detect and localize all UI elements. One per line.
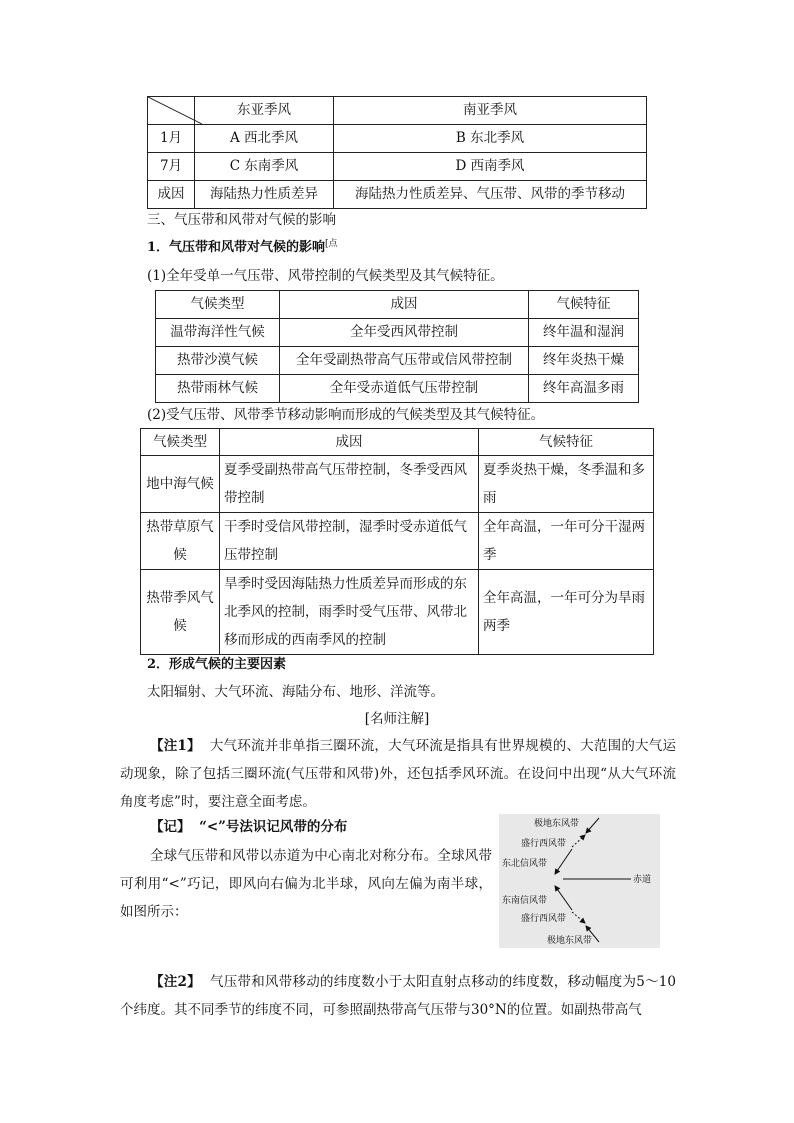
table-cell: 海陆热力性质差异、气压带、风带的季节移动 <box>334 181 647 209</box>
monsoon-table <box>147 96 647 209</box>
memo-title-line <box>150 815 347 835</box>
diagram-label: 东北信风带 <box>502 859 548 869</box>
equator-label: 赤道 <box>633 875 652 885</box>
table-cell: 全年高温，一年可分干湿两季 <box>479 513 654 570</box>
table-cell: 海陆热力性质差异 <box>195 181 334 209</box>
climate-table-seasonal <box>140 428 654 655</box>
table-row <box>141 513 654 570</box>
table-header-cell: 气候特征 <box>529 291 639 319</box>
table-cell: 旱季时受因海陆热力性质差异而形成的东北季风的控制，雨季时受气压带、风带北移而形成的西南季风的控制 <box>220 570 479 655</box>
table-cell: A 西北季风 <box>195 125 334 153</box>
table-cell: 终年高温多雨 <box>529 375 639 403</box>
table-cell: 热带雨林气候 <box>156 375 280 403</box>
note-tag: 【注1】 <box>150 738 201 754</box>
diagram-label: 极地东风带 <box>534 819 580 829</box>
climate-table-single <box>155 290 639 403</box>
table-cell: 地中海气候 <box>141 456 220 513</box>
table-cell: 干季时受信风带控制，湿季时受赤道低气压带控制 <box>220 513 479 570</box>
factors-text: 太阳辐射、大气环流、海陆分布、地形、洋流等。 <box>147 684 444 700</box>
westerlies-arrow-south <box>572 912 585 923</box>
table-cell: B 东北季风 <box>334 125 647 153</box>
diagram-label: 盛行西风带 <box>521 914 567 924</box>
table-row <box>156 319 639 347</box>
note-tag: 【注2】 <box>150 974 201 990</box>
table-header-cell: 气候特征 <box>479 429 654 456</box>
table-header-cell: 南亚季风 <box>334 97 647 125</box>
note-2 <box>120 968 676 1024</box>
subsection-title: 2．形成气候的主要因素 <box>147 657 287 672</box>
subsection-title-text: 1．气压带和风带对气候的影响 <box>147 240 326 255</box>
note-text: 大气环流并非单指三圈环流，大气环流是指具有世界规模的、大范围的大气运动现象，除了包括三圈环流(气压带和风带)外，还包括季风环流。在设问中出现“从大气环流角度考虑”时，要注意全面考虑。 <box>120 738 676 810</box>
table-row <box>141 570 654 655</box>
question-text: (2)受气压带、风带季节移动影响而形成的气候类型及其气候特征。 <box>147 407 545 423</box>
table-cell: 热带沙漠气候 <box>156 347 280 375</box>
table-cell: 热带草原气候 <box>141 513 220 570</box>
table-header-cell: 气候类型 <box>141 429 220 456</box>
table-row <box>148 97 647 125</box>
diagram-label: 盛行西风带 <box>521 839 567 849</box>
table-cell: D 西南季风 <box>334 153 647 181</box>
se-trade-arrow <box>555 886 572 910</box>
subsection-title <box>147 236 338 255</box>
table-cell: 全年受西风带控制 <box>280 319 529 347</box>
memo-tag: 【记】 <box>150 819 191 835</box>
table-header-cell: 气候类型 <box>156 291 280 319</box>
table-cell: 夏季炎热干燥，冬季温和多雨 <box>479 456 654 513</box>
table-row <box>141 456 654 513</box>
ne-trade-arrow <box>555 849 572 874</box>
table-row <box>148 153 647 181</box>
table-cell: 成因 <box>148 181 195 209</box>
table-cell: 终年炎热干燥 <box>529 347 639 375</box>
table-cell: 7月 <box>148 153 195 181</box>
diagram-label: 极地东风带 <box>547 936 593 946</box>
wind-belt-diagram <box>499 814 660 948</box>
memo-title: “<”号法识记风带的分布 <box>199 819 348 835</box>
question-text: (1)全年受单一气压带、风带控制的气候类型及其气候特征。 <box>147 268 504 284</box>
table-cell: 全年受赤道低气压带控制 <box>280 375 529 403</box>
table-row <box>156 347 639 375</box>
table-cell: 热带季风气候 <box>141 570 220 655</box>
table-header-cell: 东亚季风 <box>195 97 334 125</box>
table-header-cell: 成因 <box>220 429 479 456</box>
table-header-cell: 成因 <box>280 291 529 319</box>
table-row <box>156 291 639 319</box>
diagonal-header-cell <box>148 97 195 125</box>
table-cell: 温带海洋性气候 <box>156 319 280 347</box>
polar-east-arrow-north <box>586 818 599 833</box>
memo-text: 全球气压带和风带以赤道为中心南北对称分布。全球风带可利用“<”巧记，即风向右偏为北半球，风向左偏为南半球，如图所示： <box>120 848 492 920</box>
notes-header: [名师注解] <box>364 711 430 727</box>
westerlies-arrow-north <box>572 835 585 847</box>
table-cell: 全年受副热带高气压带或信风带控制 <box>280 347 529 375</box>
table-row <box>148 181 647 209</box>
table-cell: C 东南季风 <box>195 153 334 181</box>
table-row <box>156 375 639 403</box>
note-1 <box>120 732 676 816</box>
table-row <box>148 125 647 153</box>
table-cell: 终年温和湿润 <box>529 319 639 347</box>
section-title: 三、气压带和风带对气候的影响 <box>147 212 336 228</box>
note-text: 气压带和风带移动的纬度数小于太阳直射点移动的纬度数，移动幅度为5～10个纬度。其不同季节的纬度不同，可参照副热带高气压带与30°N的位置。如副热带高气 <box>120 974 676 1018</box>
diagram-label: 东南信风带 <box>502 896 548 906</box>
table-cell: 夏季受副热带高气压带控制，冬季受西风带控制 <box>220 456 479 513</box>
point-mark: [点 <box>325 239 338 249</box>
table-cell: 全年高温，一年可分为旱雨两季 <box>479 570 654 655</box>
table-row <box>141 429 654 456</box>
table-cell: 1月 <box>148 125 195 153</box>
